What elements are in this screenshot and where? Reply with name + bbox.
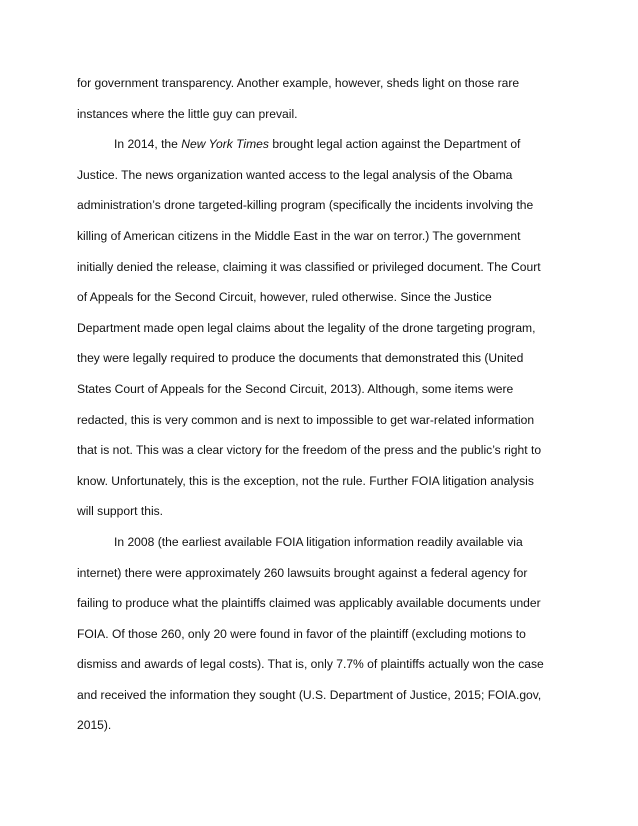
text-line: for government transparency. Another example, however, sheds light on those rare <box>77 76 520 90</box>
text-segment: In 2014, the <box>114 137 182 152</box>
body-text <box>77 68 567 741</box>
text-line: of Appeals for the Second Circuit, however, ruled otherwise. Since the Justice <box>77 290 492 305</box>
text-line: they were legally required to produce the documents that demonstrated this (United <box>77 351 524 366</box>
paragraph-first-line <box>77 129 567 160</box>
text-segment: brought legal action against the Department of <box>268 137 521 152</box>
text-line: will support this. <box>77 504 164 519</box>
text-line: killing of American citizens in the Middle East in the war on terror.) The government <box>77 228 521 243</box>
text-line: that is not. This was a clear victory for the freedom of the press and the public’s right to <box>77 443 542 458</box>
text-line: Department made open legal claims about the legality of the drone targeting program, <box>77 320 536 335</box>
text-line: FOIA. Of those 260, only 20 were found in favor of the plaintiff (excluding motions to <box>77 626 526 641</box>
text-line: know. Unfortunately, this is the exception, not the rule. Further FOIA litigation analysis <box>77 473 534 488</box>
text-line: redacted, this is very common and is next to impossible to get war-related information <box>77 412 535 427</box>
text-line: instances where the little guy can prevail. <box>77 106 298 121</box>
text-line: internet) there were approximately 260 lawsuits brought against a federal agency for <box>77 565 528 580</box>
text-line: initially denied the release, claiming it was classified or privileged document. The Court <box>77 259 541 274</box>
text-line: failing to produce what the plaintiffs claimed was applicably available documents under <box>77 596 541 611</box>
paragraph-first-line: In 2008 (the earliest available FOIA litigation information readily available via <box>114 534 523 549</box>
text-line: States Court of Appeals for the Second Circuit, 2013). Although, some items were <box>77 381 514 396</box>
text-line: 2015). <box>77 718 112 733</box>
text-line: and received the information they sought (U.S. Department of Justice, 2015; FOIA.gov, <box>77 687 542 702</box>
text-line: dismiss and awards of legal costs). That is, only 7.7% of plaintiffs actually won the case <box>77 657 544 672</box>
text-line: administration’s drone targeted-killing program (specifically the incidents involving the <box>77 198 534 213</box>
text-line: Justice. The news organization wanted access to the legal analysis of the Obama <box>77 167 513 182</box>
publication-name: New York Times <box>181 137 269 152</box>
